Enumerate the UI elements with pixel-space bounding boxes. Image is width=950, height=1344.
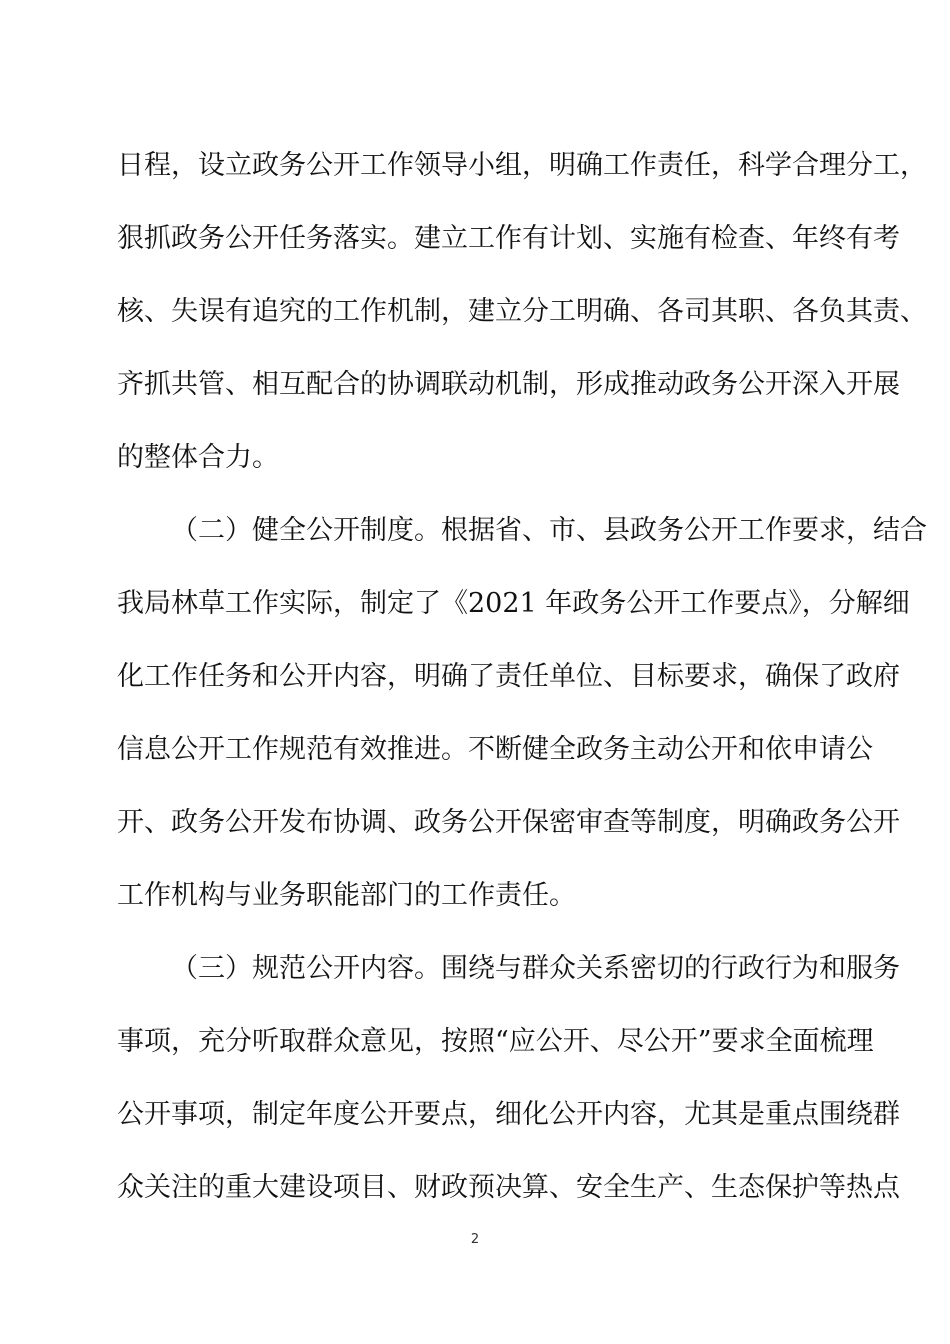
text-line-11: 工作机构与业务职能部门的工作责任。 xyxy=(117,880,576,911)
text-line-6: （二）健全公开制度。根据省、市、县政务公开工作要求，结合 xyxy=(171,515,927,546)
text-line-5: 的整体合力。 xyxy=(117,442,279,473)
text-line-4: 齐抓共管、相互配合的协调联动机制，形成推动政务公开深入开展 xyxy=(117,369,900,400)
text-line-9: 信息公开工作规范有效推进。不断健全政务主动公开和依申请公 xyxy=(117,734,873,765)
text-line-10: 开、政务公开发布协调、政务公开保密审查等制度，明确政务公开 xyxy=(117,807,900,838)
text-line-2: 狠抓政务公开任务落实。建立工作有计划、实施有检查、年终有考 xyxy=(117,223,900,254)
text-line-3: 核、失误有追究的工作机制，建立分工明确、各司其职、各负其责、 xyxy=(117,296,927,327)
text-line-15: 众关注的重大建设项目、财政预决算、安全生产、生态保护等热点 xyxy=(117,1172,900,1203)
text-line-13: 事项，充分听取群众意见，按照“应公开、尽公开”要求全面梳理 xyxy=(117,1026,874,1057)
text-line-8: 化工作任务和公开内容，明确了责任单位、目标要求，确保了政府 xyxy=(117,661,900,692)
text-line-14: 公开事项，制定年度公开要点，细化公开内容，尤其是重点围绕群 xyxy=(117,1099,900,1130)
page-number: 2 xyxy=(470,1232,480,1247)
text-line-12: （三）规范公开内容。围绕与群众关系密切的行政行为和服务 xyxy=(171,953,900,984)
text-line-1: 日程，设立政务公开工作领导小组，明确工作责任，科学合理分工， xyxy=(117,150,927,181)
text-line-7: 我局林草工作实际，制定了《2021 年政务公开工作要点》，分解细 xyxy=(117,588,910,619)
